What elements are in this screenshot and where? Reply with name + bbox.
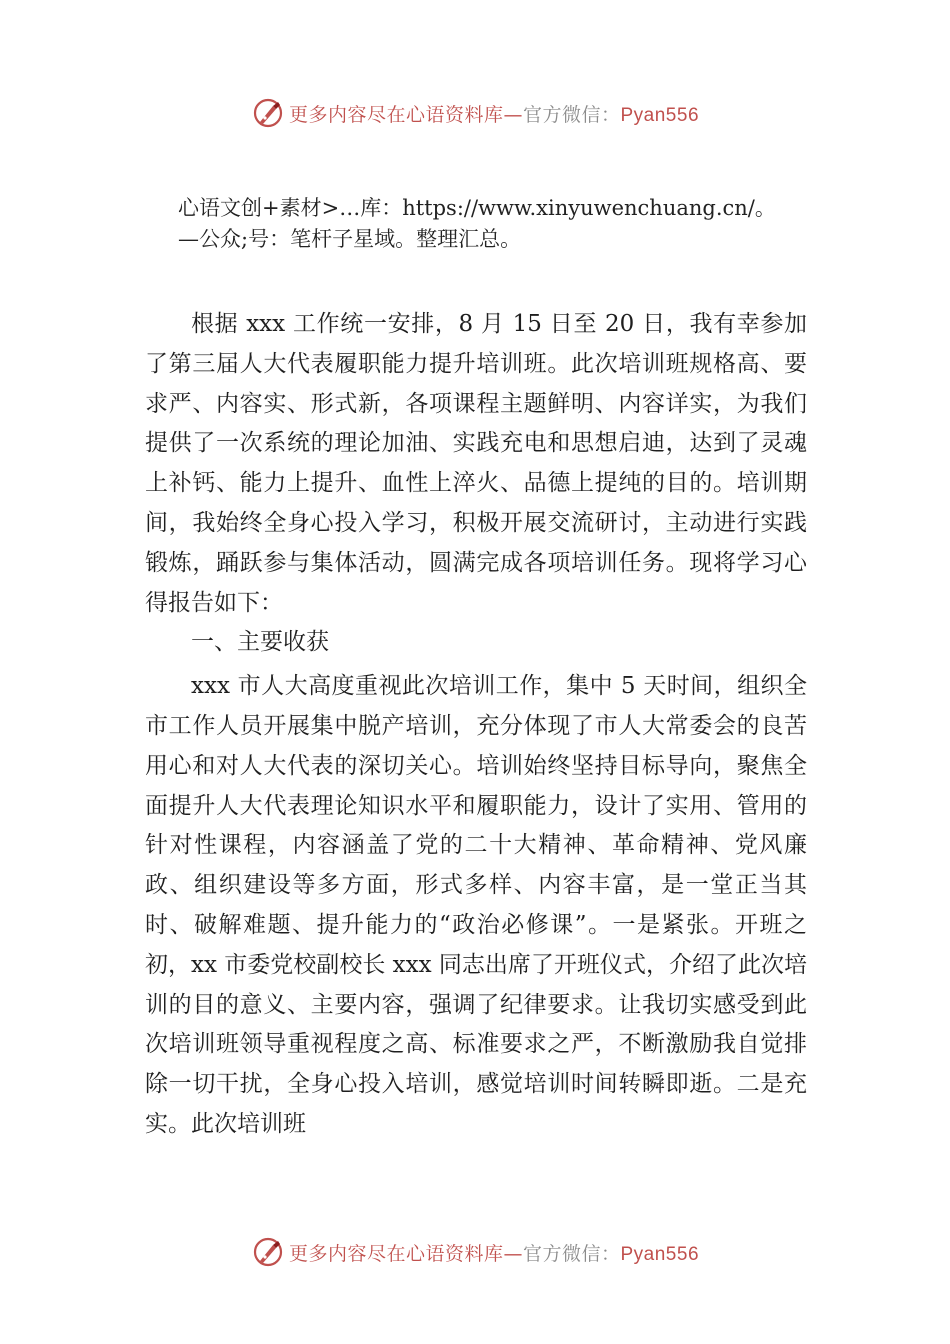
footer-watermark-banner [0,1232,950,1272]
section-heading: 一、主要收获 [191,629,329,656]
paragraph-intro: 根据 xxx 工作统一安排，8 月 15 日至 20 日，我有幸参加了第三届人大代表履职能力提升培训班。此次培训班规格高、要求严、内容实、形式新，各项课程主题鲜明、内容详实，为我们提供了一次系统的理论加油、实践充电和思想启迪，达到了灵魂上补钙、能力上提升、血性上淬火、品德上提纯的目的。培训期间，我始终全身心投入学习，积极开展交流研讨，主动进行实践锻炼，踊跃参与集体活动，圆满完成各项培训任务。现将学习心得报告如下： [145,311,807,616]
article-body [145,305,807,1145]
header-watermark-banner [0,93,950,133]
source-line-2: —公众;号：笔杆子星域。整理汇总。 [178,227,522,251]
source-note [178,193,938,255]
banner-text: 更多内容尽在心语资料库—官方微信：Pyan556 [288,1242,700,1265]
source-line-1: 心语文创+素材>…库：https://www.xinyuwenchuang.cn/。 [178,196,776,220]
banner-text: 更多内容尽在心语资料库—官方微信：Pyan556 [288,103,700,126]
paragraph-main-gains: xxx 市人大高度重视此次培训工作，集中 5 天时间，组织全市工作人员开展集中脱产培训，充分体现了市人大常委会的良苦用心和对人大代表的深切关心。培训始终坚持目标导向，聚焦全面提升人大代表理论知识水平和履职能力，设计了实用、管用的针对性课程，内容涵盖了党的二十大精神、革命精神、党风廉政、组织建设等多方面，形式多样、内容丰富，是一堂正当其时、破解难题、提升能力的“政治必修课”。一是紧张。开班之初，xx 市委党校副校长 xxx 同志出席了开班仪式，介绍了此次培训的目的意义、主要内容，强调了纪律要求。让我切实感受到此次培训班领导重视程度之高、标准要求之严，不断激励我自觉排除一切干扰，全身心投入培训，感觉培训时间转瞬即逝。二是充实。此次培训班 [145,673,807,1137]
pen-nib-logo-icon [251,1235,285,1269]
pen-nib-logo-icon [251,96,285,130]
